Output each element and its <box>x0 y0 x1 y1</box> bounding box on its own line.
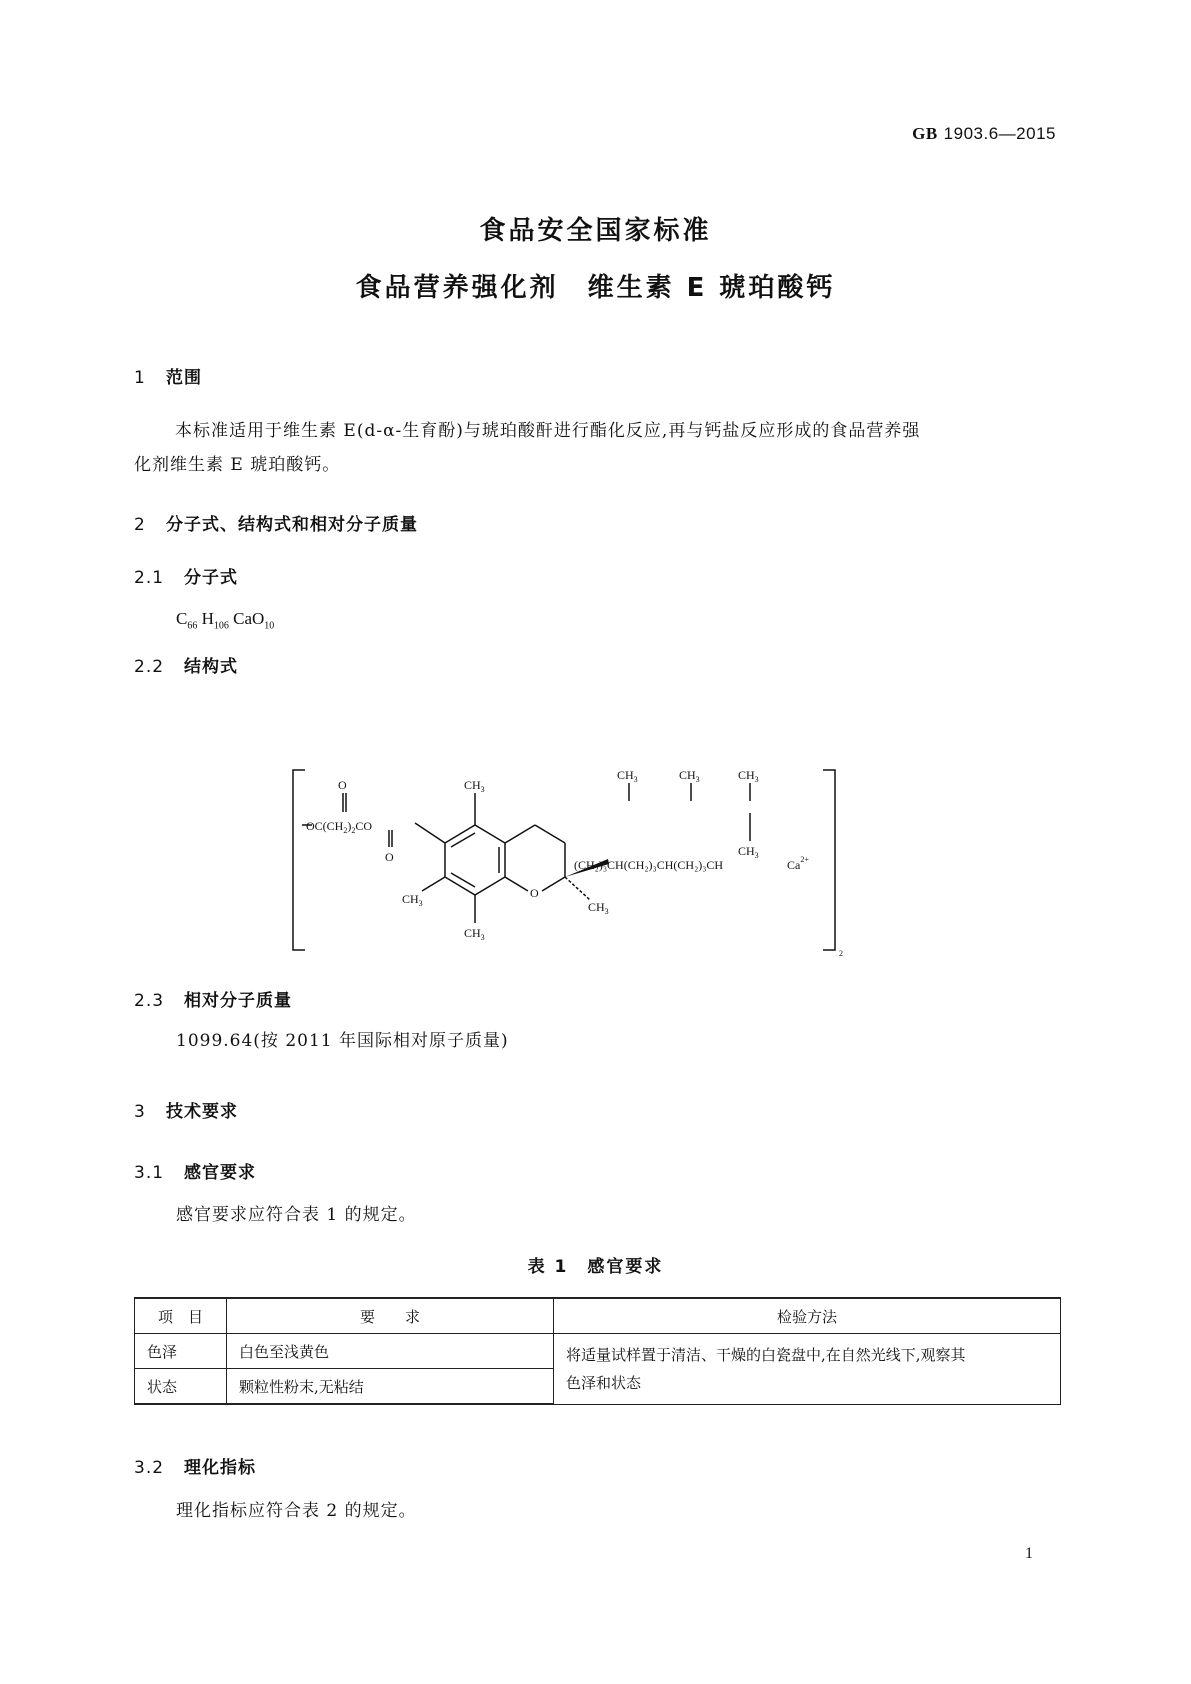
left-bracket <box>293 770 305 950</box>
section-title: 分子式、结构式和相对分子质量 <box>166 515 418 535</box>
section-2-3-heading <box>134 986 292 1011</box>
table-cell-method: 将适量试样置于清洁、干燥的白瓷盘中,在自然光线下,观察其 色泽和状态 <box>554 1334 1061 1405</box>
table-header-requirement: 要 求 <box>227 1298 554 1334</box>
document-title: 食品安全国家标准 <box>479 216 712 246</box>
section-title: 感官要求 <box>184 1163 256 1183</box>
svg-text:Ca2+: $Ca^{2+}$ <box>787 855 809 872</box>
svg-text:2: 2 <box>839 949 843 958</box>
standard-prefix: GB <box>912 124 938 143</box>
section-number: 2.1 <box>134 568 165 588</box>
section-1-heading <box>134 363 202 388</box>
section-title: 结构式 <box>184 657 238 677</box>
document-subtitle: 食品营养强化剂 维生素 E 琥珀酸钙 <box>355 273 836 303</box>
standard-code <box>912 124 1056 144</box>
svg-text:O: O <box>530 886 539 900</box>
svg-text:O: O <box>338 778 347 792</box>
section-title: 相对分子质量 <box>184 991 292 1011</box>
table-cell-item: 色泽 <box>135 1334 227 1369</box>
standard-number: 1903.6—2015 <box>943 124 1056 143</box>
section-number: 3 <box>134 1102 146 1122</box>
table-cell-item: 状态 <box>135 1369 227 1405</box>
section-2-1-heading <box>134 563 238 588</box>
table-cell-requirement: 颗粒性粉末,无粘结 <box>227 1369 554 1405</box>
table-header-item: 项 目 <box>135 1298 227 1334</box>
section-title: 技术要求 <box>166 1102 238 1122</box>
section-2-2-heading <box>134 652 238 677</box>
structural-formula <box>290 765 900 965</box>
svg-text:CH3: $CH_3$ <box>588 900 609 916</box>
table-cell-requirement: 白色至浅黄色 <box>227 1334 554 1369</box>
section-3-heading <box>134 1097 238 1122</box>
svg-text:CH3: $CH_3$ <box>464 926 485 942</box>
section-number: 1 <box>134 368 146 388</box>
section-3-2-heading <box>134 1453 256 1478</box>
svg-text:CH3: $CH_3$ <box>617 768 638 784</box>
section-2-heading <box>134 510 418 535</box>
section-number: 3.1 <box>134 1163 165 1183</box>
svg-text:CH3: $CH_3$ <box>679 768 700 784</box>
section-number: 2.3 <box>134 991 165 1011</box>
molecular-formula: $C_{66}$ $H_{106}$ CaO$_{10}$ <box>176 609 275 632</box>
molecular-mass-text: 1099.64(按 2011 年国际相对原子质量) <box>176 1031 509 1051</box>
right-bracket <box>823 770 835 950</box>
section-title: 理化指标 <box>184 1458 256 1478</box>
section-1-text-line1: 本标准适用于维生素 E(d-α-生育酚)与琥珀酸酐进行酯化反应,再与钙盐反应形成的食品营养强 <box>175 421 921 441</box>
section-3-1-text: 感官要求应符合表 1 的规定。 <box>176 1205 417 1225</box>
section-number: 2 <box>134 515 146 535</box>
table-header-method: 检验方法 <box>554 1298 1061 1334</box>
svg-text:CH3: $CH_3$ <box>464 778 485 794</box>
page-number: 1 <box>1025 1545 1033 1562</box>
svg-text:CH3: $CH_3$ <box>402 892 423 908</box>
table-1-caption: 表 1 感官要求 <box>527 1257 664 1277</box>
svg-text:O: O <box>385 850 394 864</box>
svg-text:CH3: $CH_3$ <box>738 768 759 784</box>
section-3-2-text: 理化指标应符合表 2 的规定。 <box>176 1501 417 1521</box>
section-1-text-line2: 化剂维生素 E 琥珀酸钙。 <box>134 455 341 475</box>
section-number: 2.2 <box>134 657 165 677</box>
svg-text:(CH₂)₃CH(CH₂)₃CH(CH₂)₃CH: (CH₂)₃CH(CH₂)₃CH(CH₂)₃CH <box>574 858 724 872</box>
svg-text:CH3: $CH_3$ <box>738 844 759 860</box>
section-number: 3.2 <box>134 1458 165 1478</box>
sensory-requirements-table <box>134 1297 1061 1405</box>
section-3-1-heading <box>134 1158 256 1183</box>
table-header-row <box>135 1298 1061 1334</box>
svg-text:OC(CH2)2CO: $OC(CH_2)_2CO$ <box>306 819 373 835</box>
section-title: 分子式 <box>184 568 238 588</box>
section-title: 范围 <box>166 368 202 388</box>
table-row <box>135 1334 1061 1369</box>
